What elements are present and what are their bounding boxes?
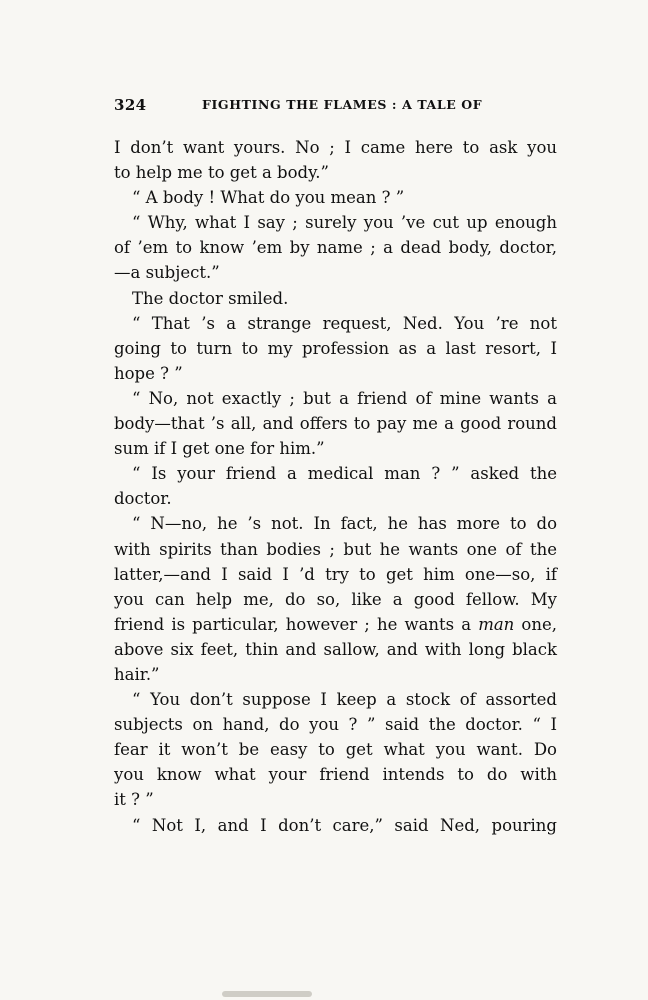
- text-line: “ N—no, he ’s not. In fact, he has more to do: [132, 514, 557, 534]
- text-line: “ Why, what I say ; surely you ’ve cut up enough: [132, 213, 557, 233]
- page-number: 324: [114, 96, 147, 114]
- text-line: subjects on hand, do you ? ” said the doctor. “ I: [114, 715, 557, 735]
- text-line: “ No, not exactly ; but a friend of mine wants a: [132, 388, 557, 408]
- text-line: sum if I get one for him.”: [114, 439, 325, 459]
- body-text: [114, 135, 557, 838]
- page-bottom-smudge: [222, 991, 312, 997]
- text-line: “ A body ! What do you mean ? ”: [132, 188, 405, 208]
- text-line: body—that ’s all, and offers to pay me a good round: [114, 414, 557, 434]
- text-line: “ You don’t suppose I keep a stock of assorted: [132, 690, 557, 710]
- text-line: you can help me, do so, like a good fellow. My: [114, 589, 557, 609]
- text-line: hair.”: [114, 664, 160, 684]
- text-line: of ’em to know ’em by name ; a dead body, doctor,: [114, 238, 557, 258]
- text-line: latter,—and I said I ’d try to get him one—so, if: [114, 564, 557, 584]
- text-line: above six feet, thin and sallow, and with long black: [114, 639, 557, 659]
- text-line: hope ? ”: [114, 363, 183, 383]
- text-line: “ That ’s a strange request, Ned. You ’re not: [132, 313, 557, 333]
- text-line: fear it won’t be easy to get what you want. Do: [114, 740, 557, 760]
- text-line: —a subject.”: [114, 263, 220, 283]
- text-line: you know what your friend intends to do with: [114, 765, 557, 785]
- text-line: The doctor smiled.: [132, 288, 289, 308]
- running-title: FIGHTING THE FLAMES : A TALE OF: [202, 97, 483, 112]
- text-line: doctor.: [114, 489, 172, 509]
- text-line: friend is particular, however ; he wants a man one,: [114, 614, 557, 634]
- text-line: “ Not I, and I don’t care,” said Ned, pouring: [132, 815, 557, 835]
- text-line: with spirits than bodies ; but he wants one of the: [114, 539, 557, 559]
- text-line: it ? ”: [114, 790, 154, 810]
- emphasis-word: man: [478, 614, 515, 634]
- text-line: to help me to get a body.”: [114, 163, 329, 183]
- text-line: “ Is your friend a medical man ? ” asked the: [132, 464, 557, 484]
- page-header: [114, 96, 554, 118]
- text-line: going to turn to my profession as a last resort, I: [114, 338, 557, 358]
- text-line: I don’t want yours. No ; I came here to ask you: [114, 138, 557, 157]
